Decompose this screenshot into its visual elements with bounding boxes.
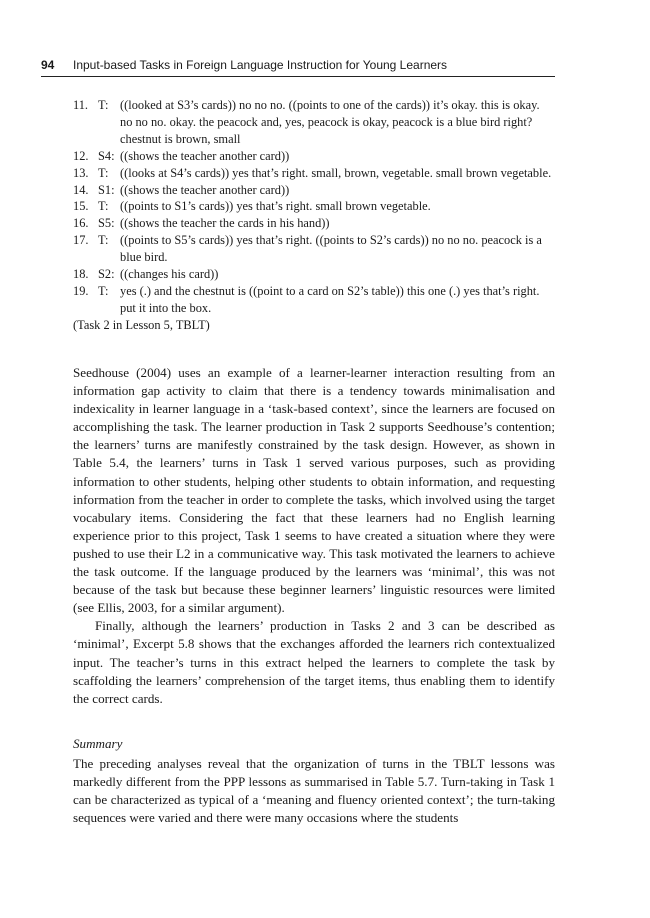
paragraph: The preceding analyses reveal that the organization of turns in the TBLT lessons was markedly different from the PPP lessons as summarised in Table 5.7. Turn-taking in Task 1 can be characterized as typical of a ‘meaning and fluency oriented context’; the turn-taking sequences were varied and there were many occasions where the students [73, 756, 555, 826]
turn-number: 13. [73, 165, 89, 180]
transcript-turn [73, 232, 555, 266]
turn-speaker: S5: [98, 216, 115, 231]
transcript-turn [73, 97, 555, 148]
transcript-excerpt [73, 97, 555, 334]
turn-number: 12. [73, 148, 89, 163]
transcript-turn [73, 148, 555, 165]
body-text [73, 364, 555, 708]
summary-section [73, 755, 555, 827]
turn-text: ((looks at S4’s cards)) yes that’s right. small, brown, vegetable. small brown vegetable. [120, 165, 552, 180]
running-header [41, 56, 555, 77]
turn-speaker: S2: [98, 267, 115, 282]
turn-number: 18. [73, 267, 89, 282]
turn-speaker: T: [98, 199, 109, 214]
running-title: Input-based Tasks in Foreign Language Instruction for Young Learners [73, 58, 448, 72]
turn-speaker: T: [98, 233, 109, 248]
turn-text: ((points to S1’s cards)) yes that’s right. small brown vegetable. [120, 199, 431, 214]
paragraph: Seedhouse (2004) uses an example of a learner-learner interaction resulting from an information gap activity to claim that there is a tendency towards minimalisation and indexicality in learner language in a ‘task-based context’, since the learners are focused on accomplishing the task. The learner production in Task 2 supports Seedhouse’s contention; the learners’ turns are manifestly constrained by the task design. However, as shown in Table 5.4, the learners’ turns in Task 1 served various purposes, such as providing information to other students, helping other students to obtain information, and requesting information from the teacher in order to complete the tasks, which involved using the target vocabulary items. Considering the fact that these learners had no English learning experience prior to this project, Task 1 seems to have created a situation where they were pushed to use their L2 in a communicative way. This task motivated the learners to achieve the task outcome. If the language produced by the learners was ‘minimal’, this was not because of the task but because these beginner learners’ linguistic resources were limited (see Ellis, 2003, for a similar argument). [73, 365, 555, 616]
turn-speaker: T: [98, 283, 109, 298]
turn-text: ((shows the teacher the cards in his hand)) [120, 216, 330, 231]
turn-text: ((looked at S3’s cards)) no no no. ((points to one of the cards)) it’s okay. this is okay. no no no. okay. the peacock and, yes, peacock is okay, peacock is a blue bird right? chestnut is brown, small [120, 98, 540, 146]
turn-speaker: T: [98, 165, 109, 180]
transcript-turn [73, 165, 555, 182]
turn-number: 15. [73, 199, 89, 214]
turn-speaker: T: [98, 98, 109, 112]
turn-text: ((changes his card)) [120, 267, 219, 282]
paragraph: Finally, although the learners’ production in Tasks 2 and 3 can be described as ‘minimal’, Excerpt 5.8 shows that the exchanges afforded the learners rich contextualized input. The teacher’s turns in this extract helped the learners to complete the task by scaffolding the learners’ comprehension of the target items, thus enabling them to identify the correct cards. [73, 618, 555, 706]
transcript-turn [73, 182, 555, 199]
turn-text: ((points to S5’s cards)) yes that’s right. ((points to S2’s cards)) no no no. peacock is a blue bird. [120, 233, 542, 265]
turn-text: ((shows the teacher another card)) [120, 148, 290, 163]
page-number: 94 [41, 58, 55, 72]
transcript-turn [73, 266, 555, 283]
turn-text: yes (.) and the chestnut is ((point to a card on S2’s table)) this one (.) yes that’s right. put it into the box. [120, 283, 540, 315]
transcript-turn [73, 283, 555, 317]
turn-speaker: S1: [98, 182, 115, 197]
turn-number: 17. [73, 233, 89, 248]
transcript-turn [73, 198, 555, 215]
turn-number: 11. [73, 98, 89, 112]
turn-speaker: S4: [98, 148, 115, 163]
excerpt-source: (Task 2 in Lesson 5, TBLT) [73, 317, 210, 332]
turn-text: ((shows the teacher another card)) [120, 182, 290, 197]
section-heading: Summary [73, 736, 123, 751]
turn-number: 14. [73, 182, 89, 197]
transcript-turn [73, 215, 555, 232]
turn-number: 19. [73, 283, 89, 298]
turn-number: 16. [73, 216, 89, 231]
